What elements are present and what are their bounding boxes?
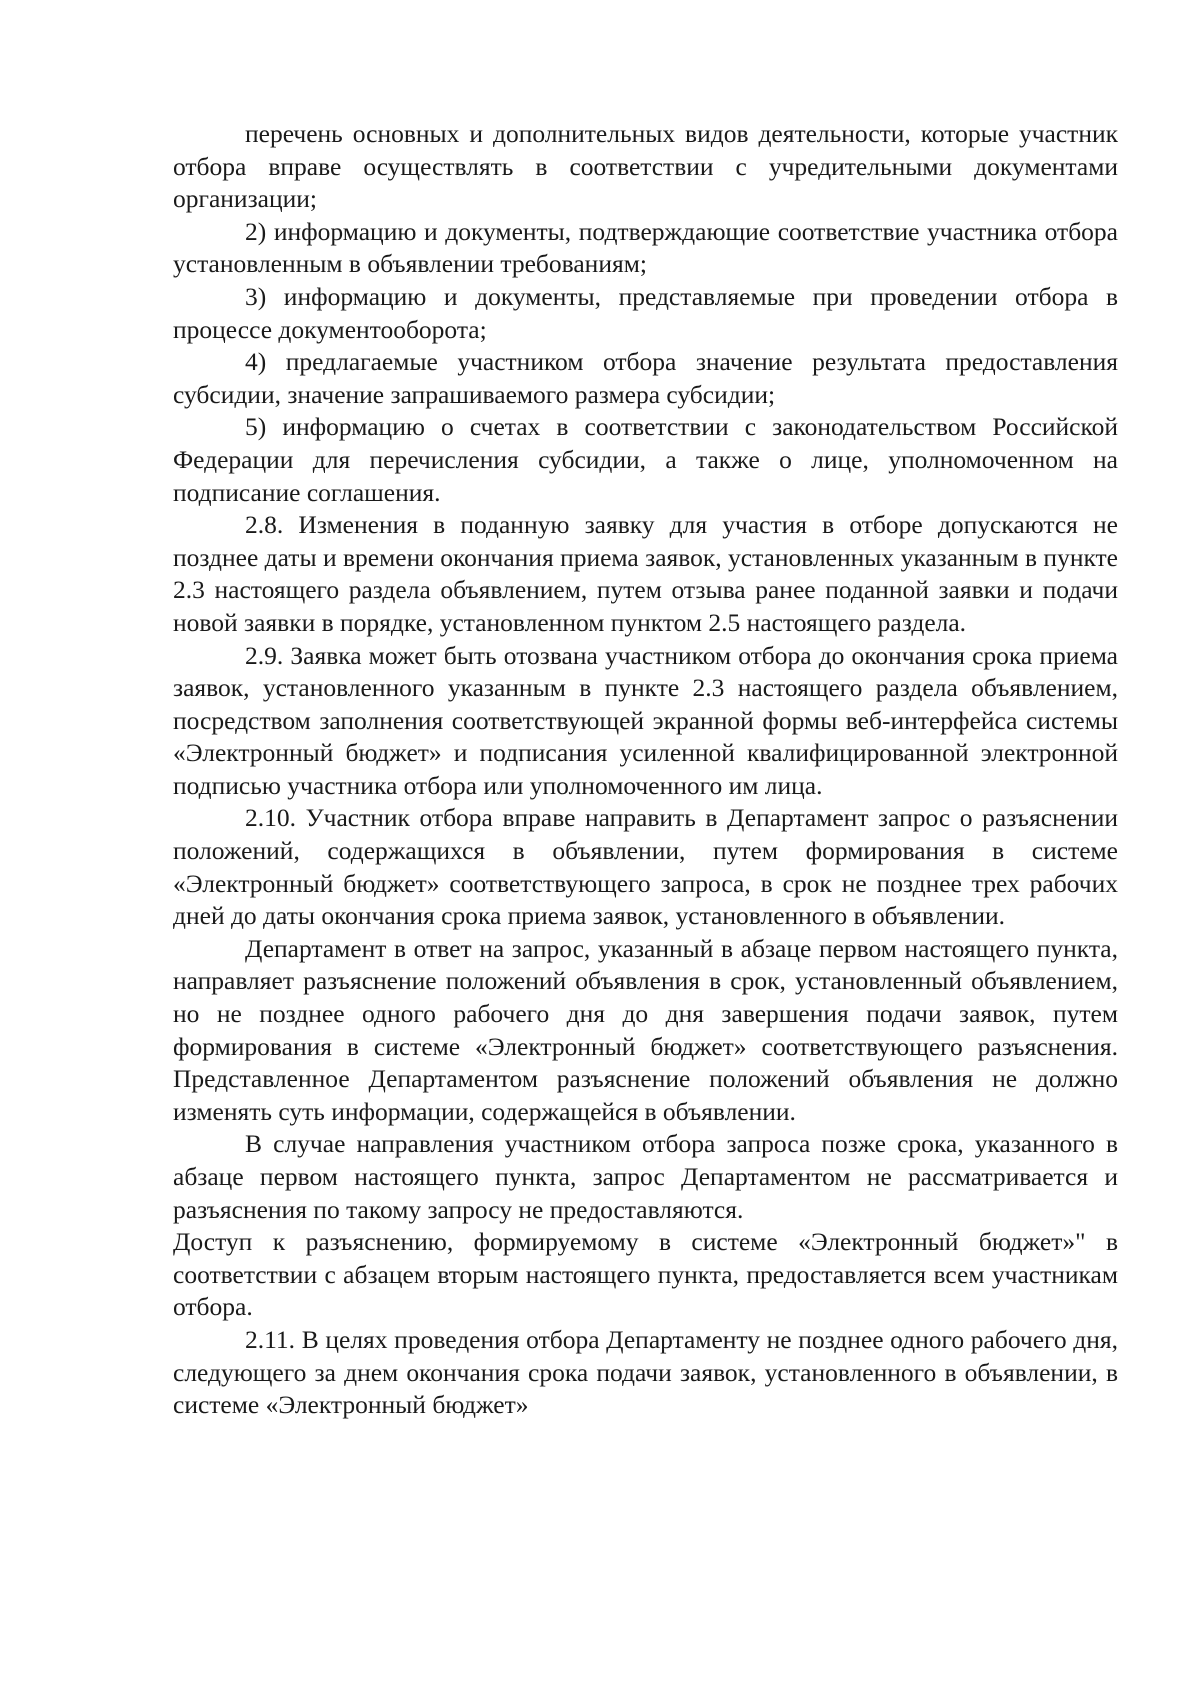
- paragraph-department-response: Департамент в ответ на запрос, указанный в абзаце первом настоящего пункта, направляет разъяснение положений объявления в срок, установленный объявлением, но не позднее одного рабочего дня до дня завершения подачи заявок, путем формирования в системе «Электронный бюджет» соответствующего разъяснения. Представленное Департаментом разъяснение положений объявления не должно изменять суть информации, содержащейся в объявлении.: [173, 933, 1118, 1126]
- paragraph-item-2: 2) информацию и документы, подтверждающие соответствие участника отбора установленным в объявлении требованиям;: [173, 216, 1118, 279]
- paragraph-late-request: В случае направления участником отбора запроса позже срока, указанного в абзаце первом настоящего пункта, запрос Департаментом не рассматривается и разъяснения по такому запросу не предоставляются.: [173, 1129, 1118, 1224]
- paragraph-2-8: 2.8. Изменения в поданную заявку для участия в отборе допускаются не позднее даты и времени окончания приема заявок, установленных указанным в пункте 2.3 настоящего раздела объявлением, путем отзыва ранее поданной заявки и подачи новой заявки в порядке, установленном пунктом 2.5 настоящего раздела.: [173, 510, 1118, 637]
- document-page: [173, 118, 1118, 1422]
- paragraph-access-to-clarification: Доступ к разъяснению, формируемому в системе «Электронный бюджет»" в соответствии с абзацем вторым настоящего пункта, предоставляется всем участникам отбора.: [173, 1227, 1118, 1322]
- paragraph-2-10: 2.10. Участник отбора вправе направить в Департамент запрос о разъяснении положений, содержащихся в объявлении, путем формирования в системе «Электронный бюджет» соответствующего запроса, в срок не позднее трех рабочих дней до даты окончания срока приема заявок, установленного в объявлении.: [173, 803, 1118, 931]
- paragraph-activities-list: перечень основных и дополнительных видов деятельности, которые участник отбора вправе осуществлять в соответствии с учредительными документами организации;: [173, 119, 1118, 214]
- paragraph-item-4: 4) предлагаемые участником отбора значение результата предоставления субсидии, значение запрашиваемого размера субсидии;: [173, 347, 1118, 409]
- paragraph-item-5: 5) информацию о счетах в соответствии с законодательством Российской Федерации для перечисления субсидии, а также о лице, уполномоченном на подписание соглашения.: [173, 412, 1118, 507]
- paragraph-2-11: 2.11. В целях проведения отбора Департаменту не позднее одного рабочего дня, следующего за днем окончания срока подачи заявок, установленного в объявлении, в системе «Электронный бюджет»: [173, 1324, 1118, 1420]
- paragraph-2-9: 2.9. Заявка может быть отозвана участником отбора до окончания срока приема заявок, установленного указанным в пункте 2.3 настоящего раздела объявлением, посредством заполнения соответствующей экранной формы веб-интерфейса системы «Электронный бюджет» и подписания усиленной квалифицированной электронной подписью участника отбора или уполномоченного им лица.: [173, 640, 1118, 800]
- paragraph-item-3: 3) информацию и документы, представляемые при проведении отбора в процессе документооборота;: [173, 281, 1118, 344]
